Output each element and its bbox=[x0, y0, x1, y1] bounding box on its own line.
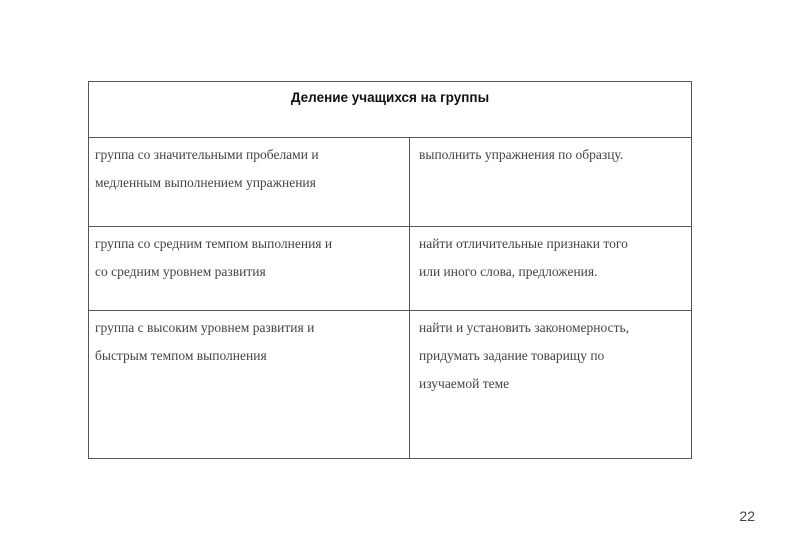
table-row bbox=[89, 227, 691, 311]
page-number: 22 bbox=[739, 508, 755, 524]
cell-line: быстрым темпом выполнения bbox=[95, 348, 267, 363]
cell-line: найти и установить закономерность, bbox=[419, 320, 630, 335]
cell-line: медленным выполнением упражнения bbox=[95, 175, 316, 190]
cell-line: группа с высоким уровнем развития и bbox=[95, 320, 315, 335]
cell-line: найти отличительные признаки того bbox=[419, 236, 628, 251]
table-row bbox=[89, 138, 691, 227]
table-title: Деление учащихся на группы bbox=[89, 82, 691, 138]
group-cell bbox=[89, 227, 410, 310]
cell-line: изучаемой теме bbox=[419, 376, 510, 391]
cell-line: придумать задание товарищу по bbox=[419, 348, 605, 363]
group-cell bbox=[89, 138, 410, 226]
task-cell bbox=[410, 227, 692, 310]
cell-line: или иного слова, предложения. bbox=[419, 264, 598, 279]
cell-line: выполнить упражнения по образцу. bbox=[419, 147, 624, 162]
group-division-table bbox=[88, 81, 692, 459]
table-row bbox=[89, 311, 691, 458]
group-cell bbox=[89, 311, 410, 458]
cell-line: группа со значительными пробелами и bbox=[95, 147, 319, 162]
cell-line: со средним уровнем развития bbox=[95, 264, 266, 279]
cell-line: группа со средним темпом выполнения и bbox=[95, 236, 333, 251]
task-cell bbox=[410, 138, 692, 226]
task-cell bbox=[410, 311, 692, 458]
